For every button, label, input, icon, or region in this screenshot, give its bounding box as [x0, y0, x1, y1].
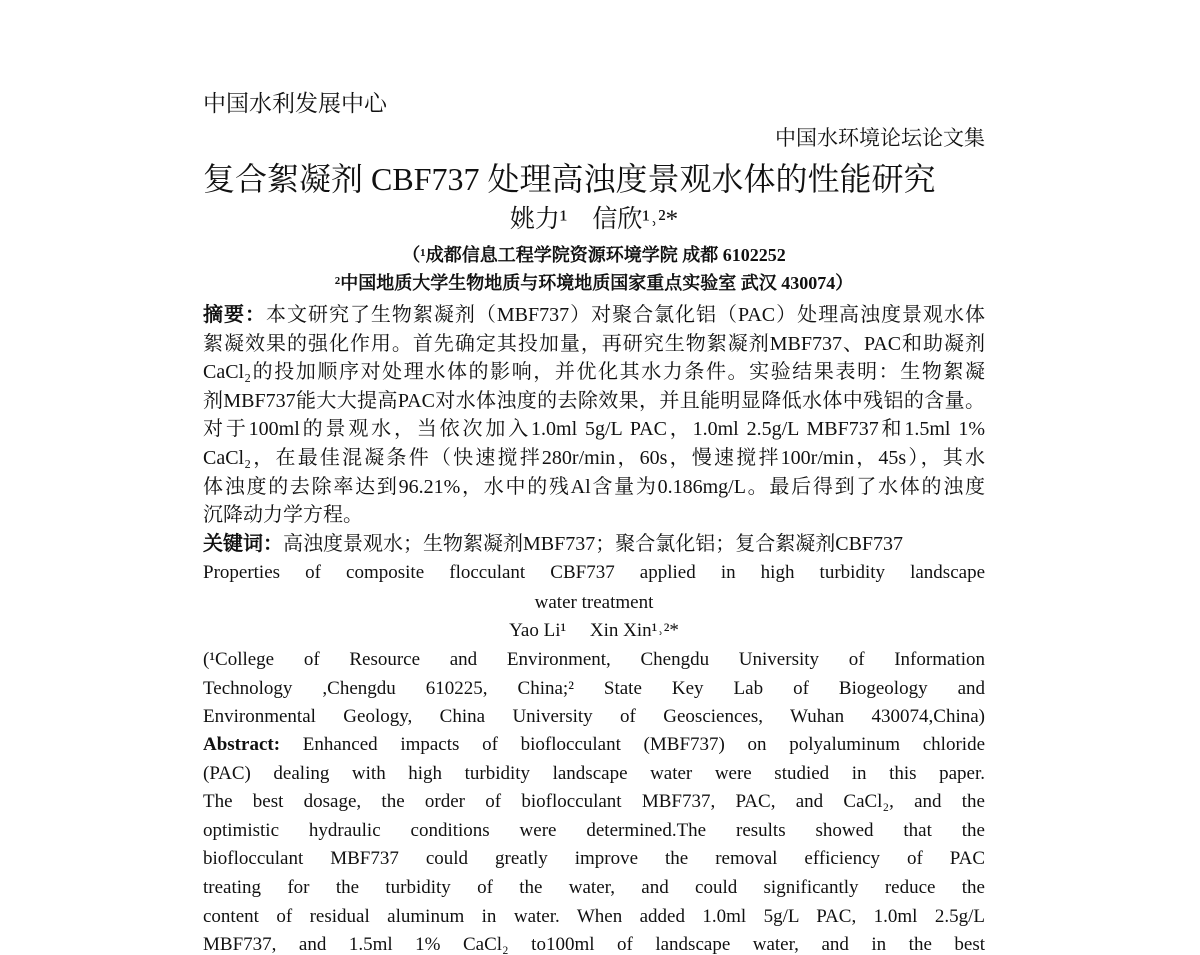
cn-abstract-line: 剂MBF737能大大提高PAC对水体浊度的去除效果，并且能明显降低水体中残铝的含量。 [203, 389, 985, 412]
abstract-label: 摘要： [203, 304, 266, 326]
cn-affiliation-1: （¹成都信息工程学院资源环境学院 成都 6102252 [402, 245, 786, 265]
cn-abstract-line: 对于100ml的景观水，当依次加入1.0ml 5g/L PAC，1.0ml 2.5g/L MBF737和1.5ml 1% [203, 418, 985, 441]
cn-abstract-line [203, 305, 985, 325]
en-affiliation-line: Technology ,Chengdu 610225, China;² State Key Lab of Biogeology and [203, 677, 985, 699]
en-abstract-line: MBF737, and 1.5ml 1% CaCl₂ to100ml of landscape water, and in the best [203, 934, 985, 955]
en-abstract-line: The best dosage, the order of bioflocculant MBF737, PAC, and CaCl₂, and the [203, 791, 985, 813]
en-title-line-1: Properties of composite flocculant CBF737 applied in high turbidity landscape [203, 562, 985, 583]
en-affiliation-line: (¹College of Resource and Environment, Chengdu University of Information [203, 649, 985, 670]
en-abstract-line: optimistic hydraulic conditions were determined.The results showed that the [203, 819, 985, 841]
en-abstract-line: (PAC) dealing with high turbidity landscape water were studied in this paper. [203, 762, 985, 784]
cn-affiliation-2: ²中国地质大学生物地质与环境地质国家重点实验室 武汉 430074） [334, 273, 854, 293]
en-abstract-line [203, 735, 985, 754]
cn-keywords [203, 534, 985, 554]
abstract-text: 本文研究了生物絮凝剂（MBF737）对聚合氯化铝（PAC）处理高浊度景观水体 [265, 304, 986, 326]
cn-abstract-line: 沉降动力学方程。 [203, 504, 363, 527]
en-abstract-line: content of residual aluminum in water. When added 1.0ml 5g/L PAC, 1.0ml 2.5g/L [203, 905, 985, 927]
en-affiliation-line: Environmental Geology, China University of Geosciences, Wuhan 430074,China) [203, 706, 985, 728]
cn-title: 复合絮凝剂 CBF737 处理高浊度景观水体的性能研究 [203, 161, 936, 197]
cn-abstract-line: CaCl₂，在最佳混凝条件（快速搅拌280r/min，60s，慢速搅拌100r/min，45s），其水 [203, 447, 985, 469]
cn-abstract-line: 体浊度的去除率达到96.21%，水中的残Al含量为0.186mg/L。最后得到了水体的浊度 [203, 475, 985, 498]
en-abstract-line: bioflocculant MBF737 could greatly improve the removal efficiency of PAC [203, 848, 985, 870]
org-header: 中国水利发展中心 [203, 91, 387, 116]
abstract-label: Abstract: [203, 734, 281, 755]
collection-header: 中国水环境论坛论文集 [775, 126, 985, 150]
en-abstract-line: treating for the turbidity of the water, and could significantly reduce the [203, 877, 985, 898]
cn-abstract-line: 絮凝效果的强化作用。首先确定其投加量，再研究生物絮凝剂MBF737、PAC和助凝剂 [203, 332, 985, 355]
cn-abstract-line: CaCl₂的投加顺序对处理水体的影响，并优化其水力条件。实验结果表明：生物絮凝 [203, 361, 985, 384]
en-title-line-2: water treatment [534, 592, 654, 613]
keywords-label: 关键词： [203, 533, 283, 555]
en-authors: Yao Li¹ Xin Xin¹˒²* [509, 620, 679, 641]
keywords-text: 高浊度景观水；生物絮凝剂MBF737；聚合氯化铝；复合絮凝剂CBF737 [283, 533, 904, 555]
cn-authors: 姚力¹ 信欣¹˒²* [509, 206, 679, 233]
abstract-text: Enhanced impacts of bioflocculant (MBF737) on polyaluminum chloride [280, 734, 985, 755]
